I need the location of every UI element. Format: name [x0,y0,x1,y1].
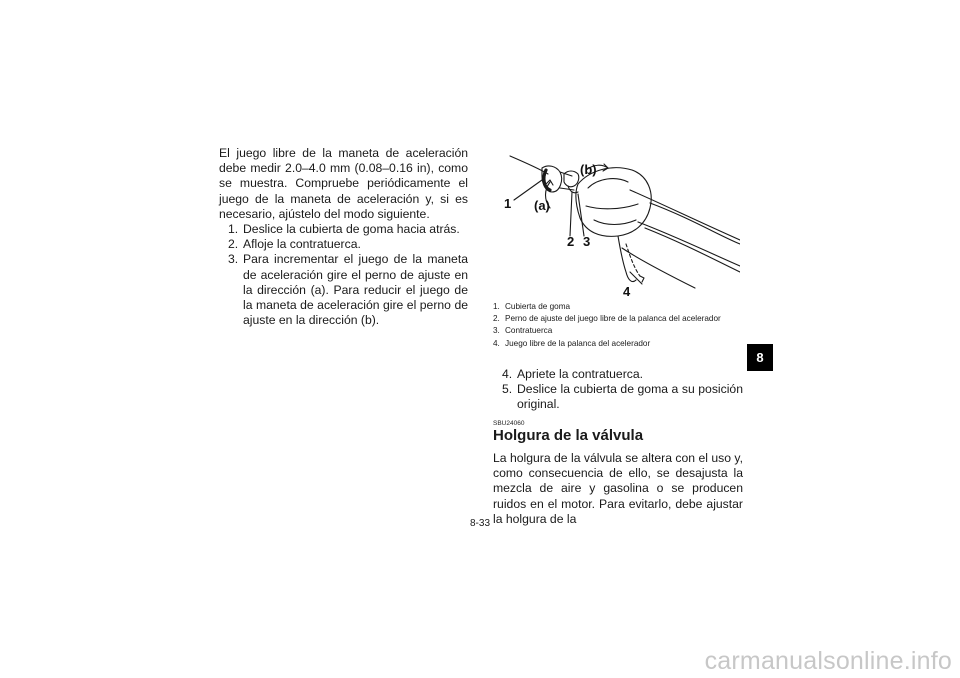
leader-2 [570,192,572,236]
caption-text: Perno de ajuste del juego libre de la palanca del acelerador [505,314,721,324]
page-number: 8-33 [469,518,490,529]
step-item [219,222,468,237]
caption-text: Cubierta de goma [505,302,571,311]
caption-item [493,314,743,324]
intro-paragraph: El juego libre de la maneta de aceleración debe medir 2.0–4.0 mm (0.08–0.16 in), como se muestra. Compruebe periódicamente el juego de la maneta de aceleración y, si es necesario, ajústelo del modo siguiente. [219,146,468,221]
watermark: carmanualsonline.info [704,647,952,675]
handlebar-bottom-line [638,222,740,266]
caption-item [493,339,743,349]
step-number: 4. [502,367,513,381]
figure-label-4: 4 [623,284,631,299]
section-title: Holgura de la válvula [493,427,644,444]
lever-freeplay-dashed [626,244,640,276]
figure-label-2: 2 [567,234,575,249]
step-item [219,252,468,328]
figure-captions [493,302,743,351]
caption-number: 2. [493,314,500,324]
section-body: La holgura de la válvula se altera con el uso y, como consecuencia de ello, se desajusta la mezcla de aire y gasolina o se producen ruidos en el motor. Para evitarlo, debe ajustar la holgura de la [493,451,743,526]
step-number: 1. [228,222,239,237]
throttle-lever-figure [490,148,740,300]
figure-label-3: 3 [583,234,591,249]
step-item [493,367,743,382]
figure-label-1: 1 [504,196,512,211]
figure-label-a: (a) [534,198,550,213]
throttle-housing [576,168,651,237]
step-number: 2. [228,237,239,252]
step-number: 5. [502,382,513,397]
steps-list-left [219,222,468,328]
step-text: Apriete la contratuerca. [517,367,644,381]
chapter-tab: 8 [747,344,773,371]
step-text: Para incrementar el juego de la maneta de aceleración gire el perno de ajuste en la dirección (a). Para reducir el juego de la maneta de aceleración gire el perno de ajuste en la dirección (b). [243,252,468,328]
step-item [493,382,743,412]
step-text: Afloje la contratuerca. [243,237,361,252]
section-code: SBU24060 [493,420,525,427]
caption-text: Contratuerca [505,326,553,336]
left-column [219,146,468,328]
caption-item [493,302,743,312]
caption-number: 4. [493,338,500,348]
caption-number: 1. [493,302,500,311]
step-number: 3. [228,252,239,267]
steps-list-right [493,367,743,413]
caption-text: Juego libre de la palanca del acelerador [505,338,651,348]
handlebar-top-line [630,190,740,240]
leader-1 [514,180,542,200]
step-text: Deslice la cubierta de goma hacia atrás. [243,222,460,237]
step-text: Deslice la cubierta de goma a su posición original. [517,382,743,412]
dim-line [630,272,642,284]
throttle-illustration [490,148,740,300]
figure-label-b: (b) [580,162,597,177]
caption-item [493,326,743,336]
caption-number: 3. [493,326,500,336]
adjusting-bolt [564,171,579,187]
step-item [219,237,468,252]
